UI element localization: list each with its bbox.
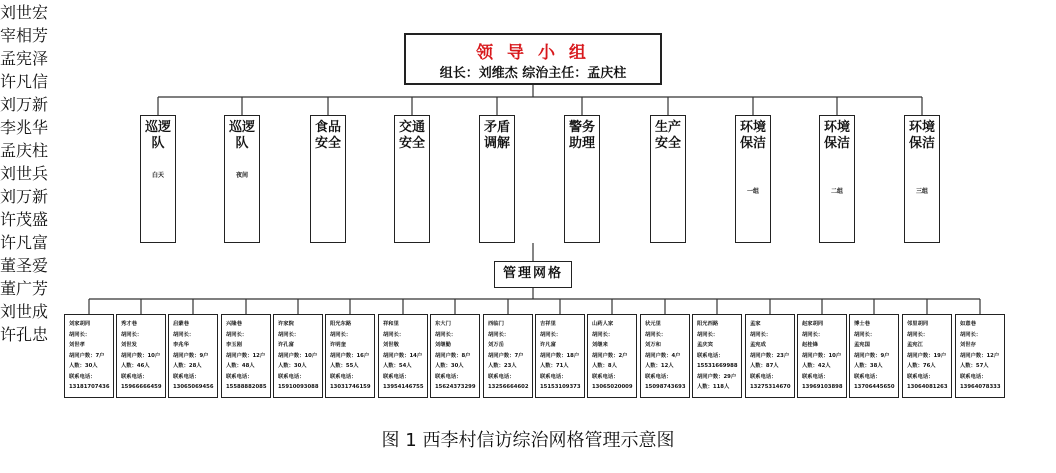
- grid-cell: [797, 314, 847, 398]
- team-member: 李兆华: [0, 118, 49, 137]
- cell-head-label: 胡同长：: [435, 331, 457, 338]
- cell-head-label: 胡同长：: [960, 331, 982, 338]
- cell-phone: 15966666459: [121, 384, 162, 390]
- cell-name: 赵家胡同: [802, 321, 824, 327]
- cell-phone-label: 联系电话：: [330, 373, 357, 380]
- cell-name: 孟家: [750, 321, 761, 327]
- cell-head-label: 胡同长：: [173, 331, 195, 338]
- cell-phone-label: 联系电话：: [960, 373, 987, 380]
- cell-households: 胡同户数：12户: [960, 352, 1000, 359]
- cell-head-label: 胡同长：: [226, 331, 248, 338]
- cell-head-name: 刘万岳: [488, 342, 504, 348]
- grid-cell: [273, 314, 323, 398]
- cell-head-name: 刘万和: [645, 342, 661, 348]
- team-box: [564, 115, 600, 243]
- cell-head-label: 胡同长：: [645, 331, 667, 338]
- team-box: [479, 115, 515, 243]
- team-note: 夜间: [235, 172, 248, 179]
- grid-cell: [692, 314, 742, 398]
- cell-head-name: 孟庆宾: [697, 342, 713, 348]
- team-name: 环境保洁: [908, 120, 935, 151]
- cell-name: 状元里: [645, 321, 661, 327]
- team-note: 一组: [746, 188, 759, 195]
- figure-caption: 图 1 西李村信访综治网格管理示意图: [381, 430, 675, 451]
- cell-households: 胡同户数：16户: [330, 352, 370, 359]
- cell-head-name: 许凡富: [540, 342, 556, 348]
- cell-head-label: 胡同长：: [540, 331, 562, 338]
- cell-head-label: 胡同长：: [121, 331, 143, 338]
- cell-phone: 13064081263: [907, 384, 948, 390]
- cell-households: 胡同户数：12户: [226, 352, 266, 359]
- grid-cell: [849, 314, 899, 398]
- cell-phone: 13031746159: [330, 384, 371, 390]
- team-member: 董圣爱: [0, 256, 49, 275]
- cell-phone-label: 联系电话：: [488, 373, 515, 380]
- cell-head-label: 胡同长：: [383, 331, 405, 338]
- cell-head-label: 胡同长：: [69, 331, 91, 338]
- grid-cell: [955, 314, 1005, 398]
- cell-people: 15531669988: [697, 363, 738, 369]
- cell-phone: 13065020009: [592, 384, 633, 390]
- team-box: [394, 115, 430, 243]
- cell-head-name: 刘世发: [121, 342, 137, 348]
- cell-people: 人数：23人: [488, 363, 517, 369]
- cell-name: 秀才巷: [121, 321, 137, 327]
- cell-head-label: 胡同长：: [750, 331, 772, 338]
- leader-group-box: [404, 33, 662, 85]
- cell-name: 阳光西路: [697, 321, 719, 327]
- team-member: 刘万新: [0, 187, 49, 206]
- cell-households: 胡同户数：19户: [907, 352, 947, 359]
- cell-head-name: 刘世敬: [383, 342, 399, 348]
- cell-phone-label: 联系电话：: [540, 373, 567, 380]
- cell-phone: 13954146755: [383, 384, 424, 390]
- cell-head-name: 刘继来: [592, 342, 608, 348]
- cell-households: 胡同户数：9户: [854, 352, 890, 359]
- cell-households: 胡同户数：18户: [540, 352, 580, 359]
- cell-phone: 13275314670: [750, 384, 791, 390]
- cell-households: 胡同户数：7户: [69, 352, 105, 359]
- team-name: 环境保洁: [823, 120, 850, 151]
- cell-head-name: 孟宪成: [750, 342, 766, 348]
- grid-label-box: 管理网格: [494, 261, 572, 288]
- cell-phone: 13181707436: [69, 384, 110, 390]
- team-box: [224, 115, 260, 243]
- team-name: 食品安全: [314, 120, 341, 151]
- grid-cell: [483, 314, 533, 398]
- team-member: 刘世兵: [0, 164, 49, 183]
- grid-cell: [325, 314, 375, 398]
- cell-phone-label: 联系电话：: [854, 373, 881, 380]
- cell-people: 人数：12人: [645, 363, 674, 369]
- cell-people: 人数：57人: [960, 363, 989, 369]
- cell-head-name: 孟宪江: [907, 342, 923, 348]
- cell-head-name: 许孔富: [278, 342, 294, 348]
- cell-name: 吉祥里: [540, 321, 556, 327]
- cell-phone: 13065069456: [173, 384, 214, 390]
- cell-people: 人数：54人: [383, 363, 412, 369]
- cell-phone: 13256664602: [488, 384, 529, 390]
- cell-households: 胡同户数：10户: [802, 352, 842, 359]
- cell-phone: 15098743693: [645, 384, 686, 390]
- leader-group-subtitle: 组长：刘维杰 综治主任：孟庆柱: [439, 66, 627, 81]
- team-member: 许茂盛: [0, 210, 49, 229]
- cell-phone: 13706445650: [854, 384, 895, 390]
- cell-people: 人数：87人: [750, 363, 779, 369]
- team-box: [310, 115, 346, 243]
- grid-cell: [221, 314, 271, 398]
- cell-phone: 15588882085: [226, 384, 267, 390]
- cell-head-label: 胡同长：: [592, 331, 614, 338]
- cell-households: 胡同户数：10户: [278, 352, 318, 359]
- cell-phone-label: 联系电话：: [907, 373, 934, 380]
- team-member: 董广芳: [0, 279, 49, 298]
- grid-cell: [535, 314, 585, 398]
- team-name: 交通安全: [398, 120, 425, 151]
- team-name: 警务助理: [568, 120, 595, 151]
- grid-cell: [378, 314, 428, 398]
- team-box: [735, 115, 771, 243]
- team-name: 矛盾调解: [483, 120, 510, 151]
- team-member: 孟庆柱: [0, 141, 49, 160]
- team-name: 生产安全: [654, 120, 681, 151]
- cell-people: 人数：42人: [802, 363, 831, 369]
- team-name: 巡逻队: [228, 120, 255, 151]
- cell-people: 人数：8人: [592, 363, 617, 369]
- cell-phone: 13969103898: [802, 384, 843, 390]
- cell-people: 人数：38人: [854, 363, 883, 369]
- cell-phone-label: 联系电话：: [69, 373, 96, 380]
- cell-head-label: 胡同长：: [697, 331, 719, 338]
- cell-head-name: 刘世存: [960, 342, 976, 348]
- cell-people: 人数：48人: [226, 363, 255, 369]
- cell-name: 山药人家: [592, 321, 614, 327]
- leader-group-title: 领 导 小 组: [476, 43, 590, 63]
- team-member: 刘万新: [0, 95, 49, 114]
- team-member: 许凡信: [0, 72, 49, 91]
- cell-households: 胡同户数：9户: [173, 352, 209, 359]
- team-member: 刘世宏: [0, 3, 49, 22]
- cell-head-label: 胡同长：: [854, 331, 876, 338]
- cell-name: 阳光东路: [330, 321, 352, 327]
- cell-head-label: 胡同长：: [907, 331, 929, 338]
- cell-head-label: 胡同长：: [330, 331, 352, 338]
- cell-name: 兴隆巷: [226, 321, 242, 327]
- cell-name: 如意巷: [960, 321, 976, 327]
- cell-head-name: 李玉刚: [226, 342, 242, 348]
- cell-phone-label: 联系电话：: [278, 373, 305, 380]
- cell-people: 人数：71人: [540, 363, 569, 369]
- cell-phone: 15624373299: [435, 384, 476, 390]
- cell-name: 祥和里: [383, 321, 399, 327]
- cell-households: 胡同户数：10户: [121, 352, 161, 359]
- cell-households: 胡同户数：7户: [488, 352, 524, 359]
- cell-name: 西临门: [488, 321, 504, 327]
- team-member: 孟宪泽: [0, 49, 49, 68]
- cell-phone-label: 胡同户数：29户: [697, 373, 737, 380]
- cell-head-name: 李兆华: [173, 342, 189, 348]
- team-note: 二组: [830, 188, 843, 195]
- grid-cell: [640, 314, 690, 398]
- team-note: 白天: [151, 172, 164, 179]
- cell-phone-label: 联系电话：: [750, 373, 777, 380]
- grid-cell: [64, 314, 114, 398]
- cell-people: 人数：30人: [278, 363, 307, 369]
- cell-people: 人数：30人: [69, 363, 98, 369]
- cell-head-name: 孟宪国: [854, 342, 870, 348]
- team-box: [140, 115, 176, 243]
- cell-phone: 15910093088: [278, 384, 319, 390]
- cell-phone-label: 联系电话：: [802, 373, 829, 380]
- cell-head-name: 刘继勤: [435, 342, 451, 348]
- team-name: 巡逻队: [144, 120, 171, 151]
- team-name: 环境保洁: [739, 120, 766, 151]
- cell-people: 人数：55人: [330, 363, 359, 369]
- cell-phone-label: 联系电话：: [435, 373, 462, 380]
- team-box: [819, 115, 855, 243]
- cell-head-name: 许明奎: [330, 342, 346, 348]
- cell-name: 刘家胡同: [69, 321, 91, 327]
- team-box: [904, 115, 940, 243]
- cell-households: 胡同户数：8户: [435, 352, 471, 359]
- cell-name: 启蒙巷: [173, 321, 189, 327]
- cell-households: 胡同户数：23户: [750, 352, 790, 359]
- grid-cell: [116, 314, 166, 398]
- cell-phone-label: 联系电话：: [645, 373, 672, 380]
- cell-name: 许家院: [278, 321, 294, 327]
- team-member: 刘世成: [0, 302, 49, 321]
- cell-head-label: 胡同长：: [802, 331, 824, 338]
- cell-name: 博士巷: [854, 321, 870, 327]
- cell-phone-label: 联系电话：: [173, 373, 200, 380]
- cell-head-name: 赵桂锋: [802, 342, 818, 348]
- team-member: 许凡富: [0, 233, 49, 252]
- cell-people: 人数：30人: [435, 363, 464, 369]
- cell-households: 联系电话：: [697, 352, 724, 359]
- cell-head-label: 胡同长：: [488, 331, 510, 338]
- cell-phone-label: 联系电话：: [383, 373, 410, 380]
- cell-head-name: 刘世孝: [69, 342, 85, 348]
- team-member: 许孔忠: [0, 325, 49, 344]
- cell-people: 人数：46人: [121, 363, 150, 369]
- cell-phone: 人数：118人: [697, 384, 730, 390]
- grid-cell: [587, 314, 637, 398]
- cell-phone: 15153109373: [540, 384, 581, 390]
- cell-households: 胡同户数：14户: [383, 352, 423, 359]
- cell-name: 东大门: [435, 321, 451, 327]
- cell-phone-label: 联系电话：: [226, 373, 253, 380]
- grid-cell: [902, 314, 952, 398]
- team-member: 宰相芳: [0, 26, 49, 45]
- team-box: [650, 115, 686, 243]
- cell-people: 人数：76人: [907, 363, 936, 369]
- cell-phone-label: 联系电话：: [121, 373, 148, 380]
- cell-phone: 13964078333: [960, 384, 1001, 390]
- cell-head-label: 胡同长：: [278, 331, 300, 338]
- grid-cell: [745, 314, 795, 398]
- cell-households: 胡同户数：4户: [645, 352, 681, 359]
- team-note: 三组: [915, 188, 928, 195]
- cell-phone-label: 联系电话：: [592, 373, 619, 380]
- cell-households: 胡同户数：2户: [592, 352, 628, 359]
- grid-cell: [168, 314, 218, 398]
- grid-cell: [430, 314, 480, 398]
- cell-name: 邻里胡同: [907, 321, 929, 327]
- cell-people: 人数：28人: [173, 363, 202, 369]
